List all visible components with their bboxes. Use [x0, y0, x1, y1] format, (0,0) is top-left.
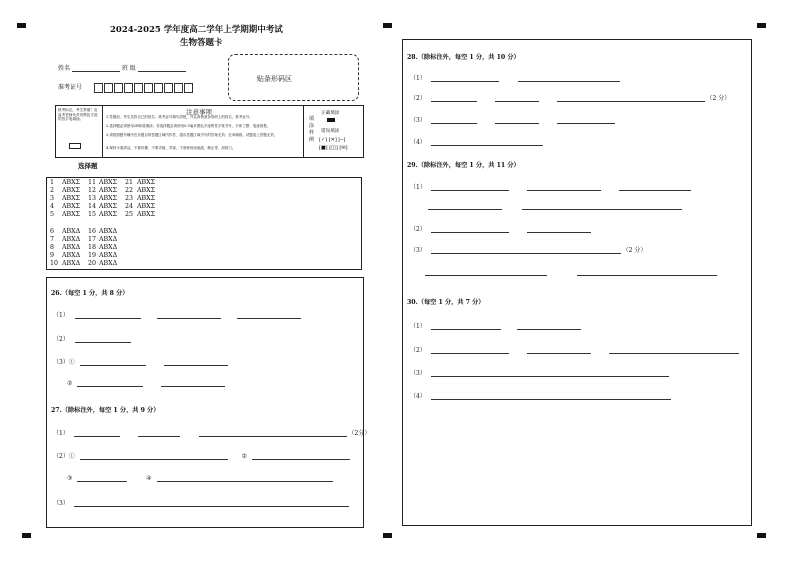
choice-num: 15 [88, 211, 97, 218]
choice-num: 8 [50, 244, 55, 251]
q29-line-1b[interactable] [428, 203, 682, 210]
q30-l3-label: （3） [410, 370, 426, 377]
choice-options[interactable]: ABXΣ [62, 179, 81, 186]
choice-options[interactable]: ABXΣ [137, 195, 156, 202]
q29-line-3[interactable] [410, 245, 646, 254]
q26-line-1[interactable] [53, 310, 301, 319]
name-label: 姓名 [58, 65, 71, 72]
q27-line-4[interactable] [53, 498, 349, 507]
choice-num: 24 [125, 203, 134, 210]
registration-mark [757, 23, 766, 28]
notice-item-1: 1.答题前，考生先将自己的姓名、准考证号填写清楚，并认真核准条形码上的姓名、准考证号。 [106, 115, 253, 119]
choice-num: 22 [125, 187, 134, 194]
choice-options[interactable]: ABXΣ [99, 179, 118, 186]
page-title: 2024-2025 学年度高二学年上学期期中考试 [110, 25, 283, 35]
name-field[interactable] [58, 63, 186, 72]
q27-l3-label: （3） [53, 500, 69, 507]
choice-options[interactable]: ABXΔ [62, 260, 81, 267]
q29-l3-label: （3） [410, 247, 426, 254]
q30-line-3[interactable] [410, 368, 669, 377]
q29-line-2[interactable] [410, 224, 591, 233]
registration-mark [383, 23, 392, 28]
q29-l2-label: （2） [410, 226, 426, 233]
exam-id-label: 准考证号 [58, 84, 83, 91]
choice-num: 5 [50, 211, 55, 218]
notice-title: 注意事项 [186, 108, 212, 116]
q27-line-2[interactable] [53, 451, 350, 460]
choice-options[interactable]: ABXΣ [137, 203, 156, 210]
notice-item-4: 4.保持卡面清洁，不要折叠、不要弄破、弄皱，不准使用涂改液、修正带、刮纸刀。 [106, 146, 236, 150]
choice-num: 16 [88, 228, 97, 235]
absent-checkbox[interactable] [69, 143, 81, 149]
notice-item-2: 2.选择题必须使用2B铅笔填涂；非选择题必须使用0.5毫米黑色字迹的签字笔书写，字体工整、笔迹清楚。 [106, 124, 271, 128]
q30-l2-label: （2） [410, 347, 426, 354]
q28-line-3[interactable] [410, 115, 615, 124]
correct-fill-label: 正确填涂 [321, 111, 340, 116]
choice-num: 13 [88, 195, 97, 202]
q30-title: 30.（每空 1 分，共 7 分） [407, 299, 485, 306]
choice-num: 2 [50, 187, 55, 194]
choice-num: 11 [88, 179, 97, 186]
q28-points: （2 分） [706, 95, 731, 102]
choice-num: 12 [88, 187, 97, 194]
q26-l1-label: （1） [53, 312, 69, 319]
q28-l4-label: （4） [410, 139, 426, 146]
choice-num: 9 [50, 252, 55, 259]
q29-line-1[interactable] [410, 182, 691, 191]
q27-c3-label: ③ [67, 475, 73, 482]
q27-line-3[interactable] [67, 475, 333, 482]
class-label: 班 级 [121, 65, 136, 72]
q27-c4-label: ④ [146, 475, 152, 482]
absent-mark-cell [56, 106, 103, 157]
q28-line-2[interactable] [410, 93, 730, 102]
choice-options[interactable]: ABXΔ [62, 252, 81, 259]
notice-item-3: 3.请按照题号顺序在各题目的答题区域内作答，超出答题区域书写的答案无效；在草稿纸、试题卷上答题无效。 [106, 133, 278, 137]
choice-options[interactable]: ABXΔ [99, 252, 118, 259]
choice-options[interactable]: ABXΣ [62, 195, 81, 202]
page-subtitle: 生物答题卡 [180, 38, 223, 48]
q27-points: （2分） [348, 430, 371, 437]
correct-fill-sample [327, 118, 335, 122]
registration-mark [383, 533, 392, 538]
registration-mark [22, 533, 31, 538]
q26-l3-label: （3）① [53, 359, 75, 366]
choice-num: 25 [125, 211, 134, 218]
choice-options[interactable]: ABXΣ [62, 187, 81, 194]
q30-l1-label: （1） [410, 323, 426, 330]
q28-line-1[interactable] [410, 73, 620, 82]
fill-sample-label: 填涂样例 [309, 116, 315, 143]
q28-l1-label: （1） [410, 75, 426, 82]
q30-line-1[interactable] [410, 321, 581, 330]
choice-num: 18 [88, 244, 97, 251]
choice-options[interactable]: ABXΣ [62, 211, 81, 218]
q28-title: 28.（除标注外，每空 1 分，共 10 分） [407, 54, 520, 61]
choice-options[interactable]: ABXΔ [62, 244, 81, 251]
barcode-label: 贴条形码区 [257, 75, 292, 83]
notice-box [55, 105, 364, 158]
choice-options[interactable]: ABXΣ [99, 203, 118, 210]
wrong-fill-label: 错误填涂 [321, 129, 340, 134]
choice-options[interactable]: ABXΣ [99, 187, 118, 194]
q28-line-4[interactable] [410, 137, 543, 146]
choice-options[interactable]: ABXΔ [62, 228, 81, 235]
q30-line-4[interactable] [410, 391, 671, 400]
q26-l2-label: （2） [53, 336, 69, 343]
answer-box-28-30 [402, 39, 752, 526]
q26-l4-label: ② [67, 380, 73, 387]
choice-options[interactable]: ABXΔ [99, 260, 118, 267]
q29-l1-label: （1） [410, 184, 426, 191]
choice-num: 17 [88, 236, 97, 243]
choice-num: 20 [88, 260, 97, 267]
q29-line-3b[interactable] [425, 269, 717, 276]
fill-sample [305, 106, 363, 157]
choice-options[interactable]: ABXΔ [99, 236, 118, 243]
barcode-area [228, 54, 359, 101]
choice-options[interactable]: ABXΣ [99, 211, 118, 218]
q28-l3-label: （3） [410, 117, 426, 124]
choice-title: 选择题 [78, 162, 98, 170]
q26-line-2[interactable] [53, 334, 131, 343]
q27-l2-label: （2）① [53, 453, 75, 460]
choice-num: 19 [88, 252, 97, 259]
q27-title: 27.（除标注外，每空 1 分，共 9 分） [51, 407, 160, 414]
q30-l4-label: （4） [410, 393, 426, 400]
q29-title: 29.（除标注外，每空 1 分，共 11 分） [407, 162, 520, 169]
choice-options[interactable]: ABXΣ [137, 179, 156, 186]
q30-line-2[interactable] [410, 345, 739, 354]
notice-content [104, 106, 304, 157]
q26-title: 26.（每空 1 分，共 8 分） [51, 290, 129, 297]
choice-num: 1 [50, 179, 55, 186]
choice-options[interactable]: ABXΔ [99, 228, 118, 235]
choice-num: 3 [50, 195, 55, 202]
choice-num: 7 [50, 236, 55, 243]
registration-mark [757, 533, 766, 538]
choice-options[interactable]: ABXΔ [62, 236, 81, 243]
choice-options[interactable]: ABXΣ [137, 187, 156, 194]
choice-options[interactable]: ABXΣ [99, 195, 118, 202]
q27-l1-label: （1） [53, 430, 69, 437]
choice-num: 23 [125, 195, 134, 202]
wrong-fill-sample: [✓] [✕] [─] [■] [◫] [✉] [319, 137, 348, 151]
choice-options[interactable]: ABXΔ [99, 244, 118, 251]
q26-line-4[interactable] [67, 380, 225, 387]
absent-notice-text: 缺考标记，考生禁填！由监考老师负责用黑色字迹的签字笔填涂。 [58, 108, 98, 122]
registration-mark [17, 23, 26, 28]
exam-id-field[interactable] [58, 82, 194, 93]
choice-num: 10 [50, 260, 59, 267]
q28-l2-label: （2） [410, 95, 426, 102]
choice-options[interactable]: ABXΣ [62, 203, 81, 210]
choice-num: 14 [88, 203, 97, 210]
choice-num: 6 [50, 228, 55, 235]
choice-options[interactable]: ABXΣ [137, 211, 156, 218]
q27-line-1[interactable] [53, 428, 370, 437]
choice-num: 4 [50, 203, 55, 210]
q26-line-3[interactable] [53, 357, 228, 366]
q27-c2-label: ② [241, 453, 248, 460]
choice-num: 21 [125, 179, 134, 186]
q29-points: （2 分） [622, 247, 647, 254]
